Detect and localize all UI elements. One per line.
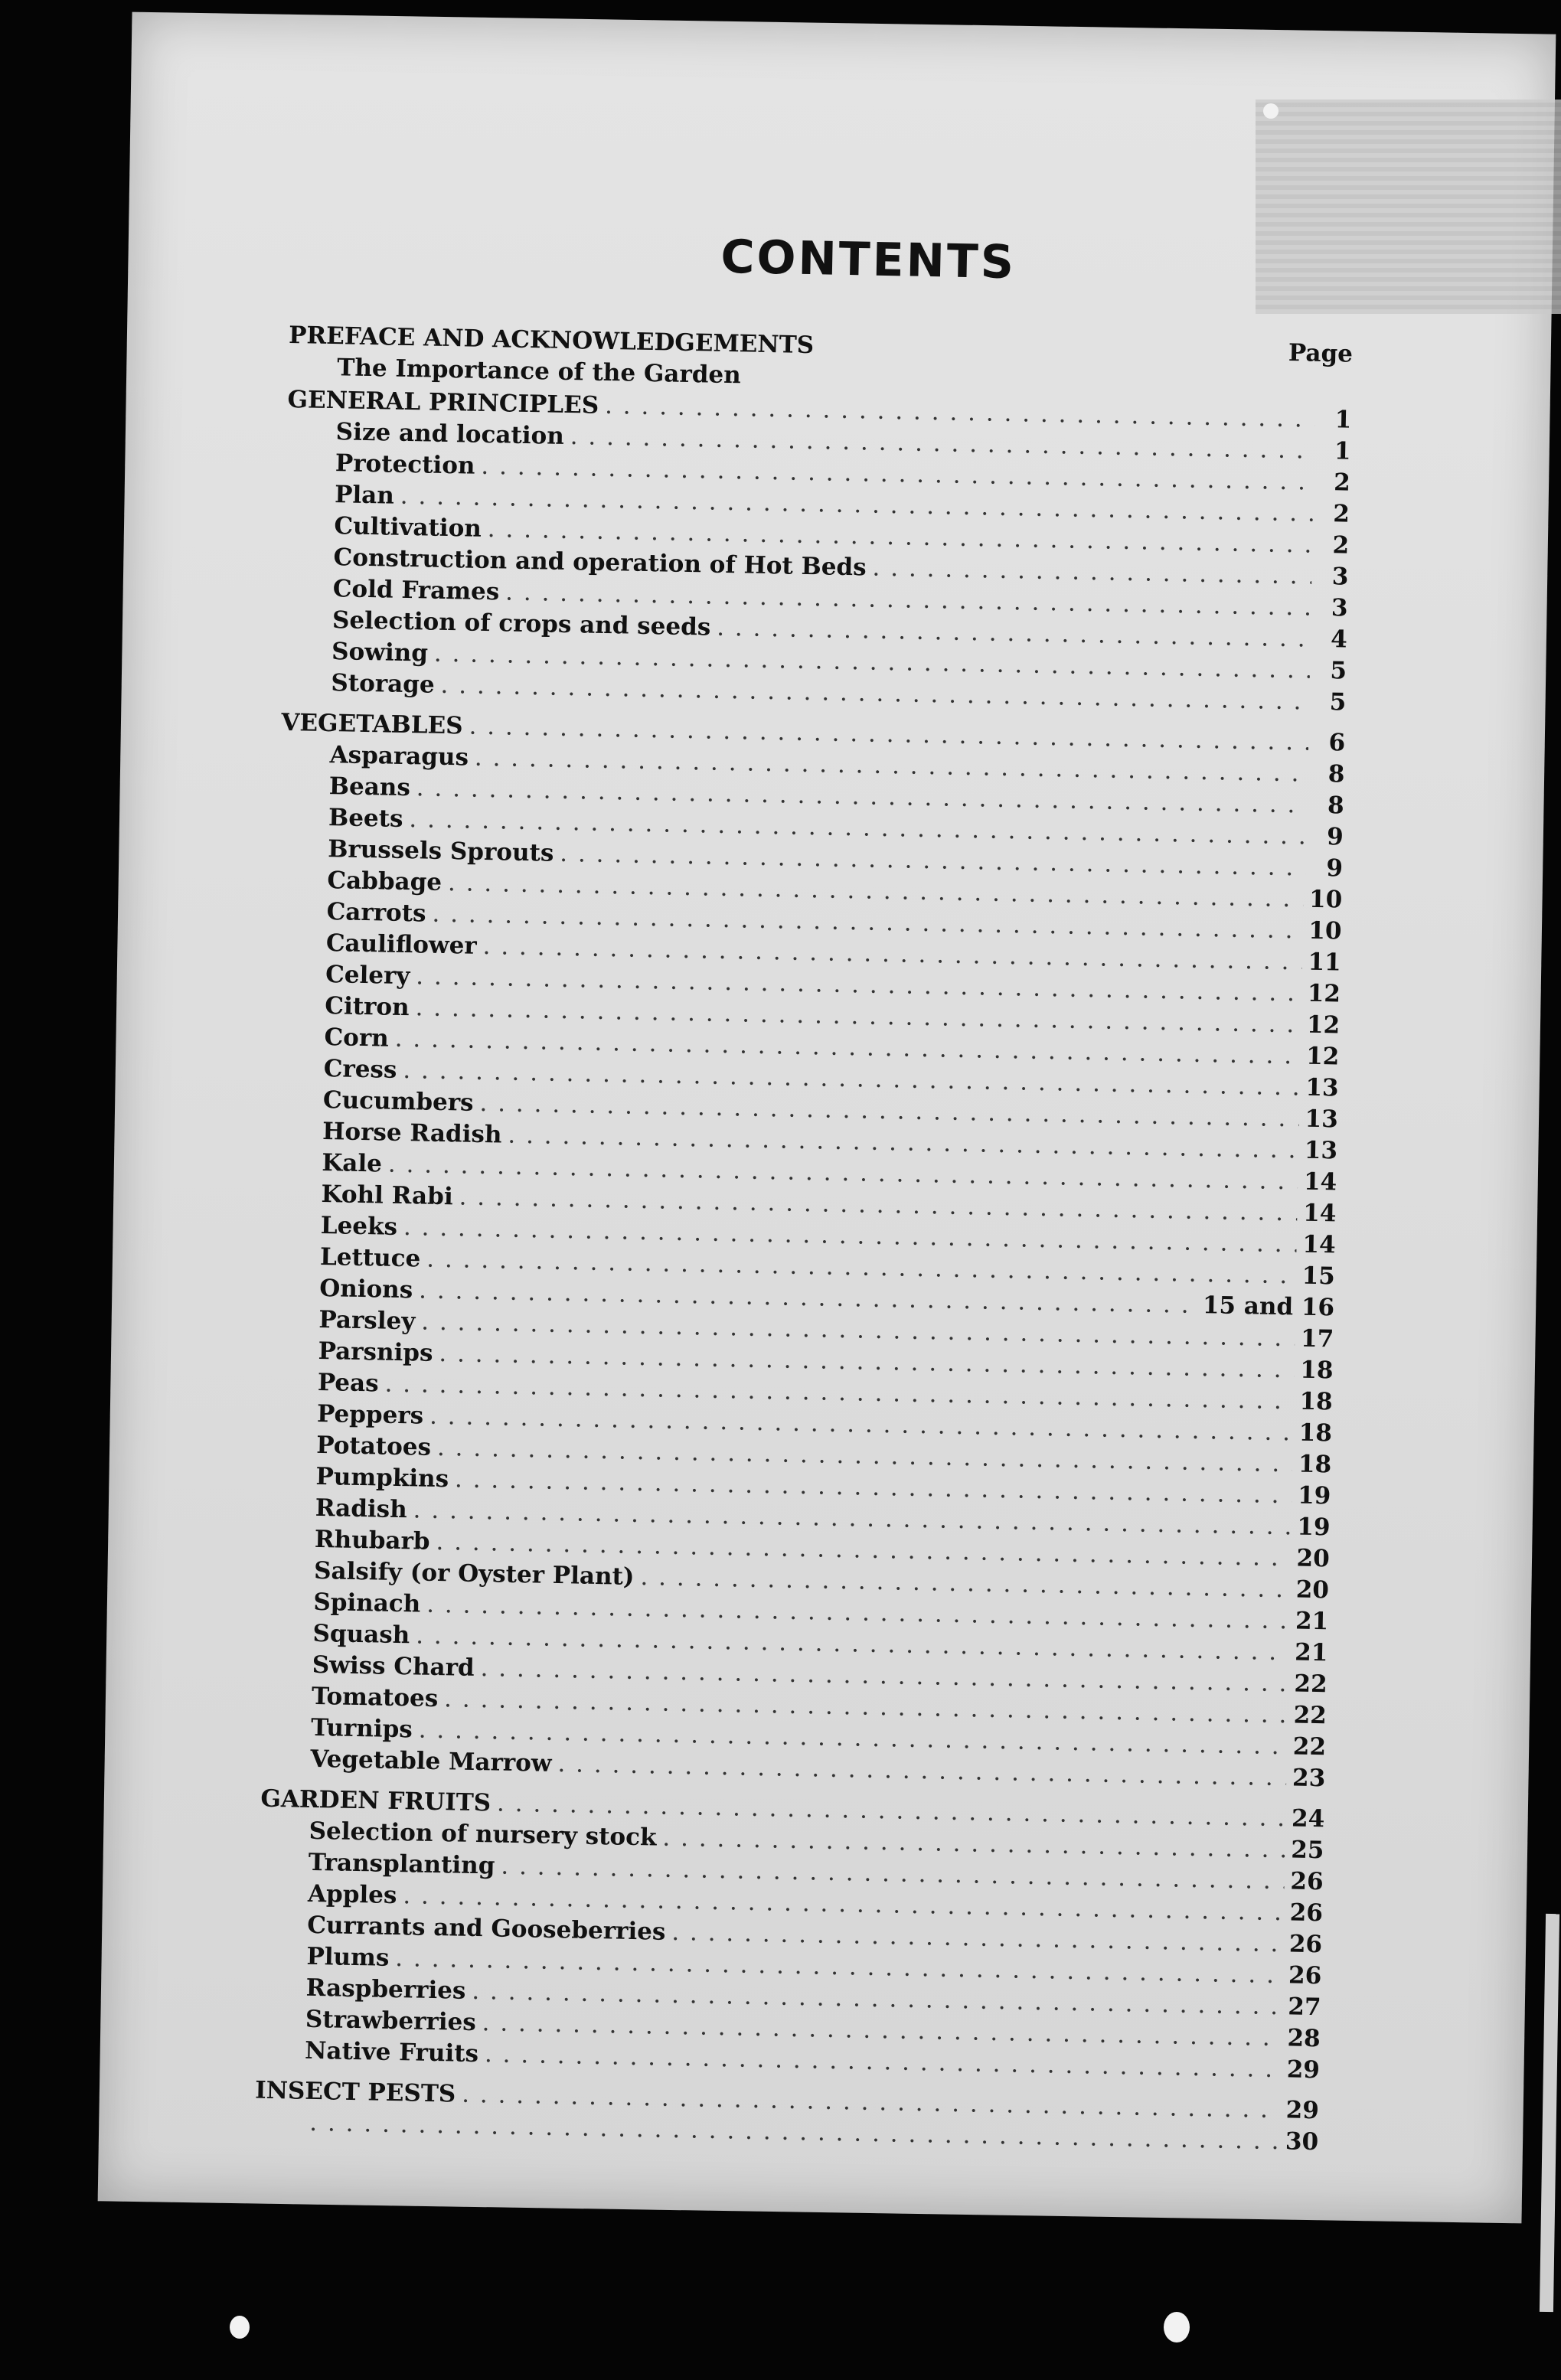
toc-page-number: 13 [1305, 1105, 1339, 1134]
toc-page-number: 18 [1298, 1419, 1333, 1448]
toc-entry-label: Selection of nursery stock [309, 1817, 657, 1852]
toc-page-number: 1 [1334, 406, 1352, 434]
toc-page-number: 22 [1293, 1701, 1328, 1730]
toc-page-number: 15 and 16 [1202, 1291, 1335, 1322]
toc-entry-label: Spinach [313, 1588, 421, 1618]
toc-entry-label: Vegetable Marrow [310, 1745, 552, 1778]
toc-entry-label: Construction and operation of Hot Beds [333, 544, 867, 582]
toc-page-number: 28 [1287, 2024, 1321, 2053]
toc-page-number: 10 [1308, 885, 1343, 914]
toc-entry-label: Swiss Chard [312, 1650, 475, 1682]
toc-entry-label: Brussels Sprouts [327, 835, 554, 867]
page-title: CONTENTS [720, 230, 1017, 290]
toc-entry-label: INSECT PESTS [254, 2076, 456, 2108]
toc-page-number: 30 [1285, 2127, 1319, 2156]
toc-entry-label: Squash [312, 1619, 410, 1650]
toc-page-number: 6 [1328, 729, 1346, 757]
toc-entry-label: Corn [324, 1023, 390, 1053]
toc-page-number: 9 [1326, 823, 1344, 851]
toc-entry-label: Cabbage [327, 867, 443, 896]
toc-entry-label: Leeks [320, 1211, 398, 1241]
toc-entry-label: Native Fruits [304, 2036, 479, 2068]
toc-page-number: 1 [1334, 437, 1351, 465]
toc-entry-label: Plan [334, 481, 395, 510]
toc-entry-label: Raspberries [305, 1974, 466, 2005]
toc-entry-label: Storage [331, 669, 435, 699]
toc-page-number: 25 [1290, 1836, 1324, 1865]
toc-page-number: 14 [1303, 1167, 1337, 1197]
toc-entry-label: Carrots [326, 898, 426, 928]
toc-entry-label: Cold Frames [332, 575, 500, 606]
toc-entry-label: Radish [315, 1494, 408, 1524]
toc-page-number: 26 [1290, 1867, 1324, 1896]
toc-page-number: 21 [1294, 1638, 1328, 1667]
toc-page-number: 18 [1298, 1450, 1332, 1479]
toc-page-number [1321, 394, 1352, 395]
toc-entry-label: Peppers [316, 1399, 424, 1430]
toc-entry-label: Horse Radish [322, 1118, 502, 1149]
toc-page-number: 23 [1292, 1764, 1326, 1793]
toc-entry-label: Plums [306, 1942, 390, 1972]
toc-page-number: 20 [1295, 1575, 1330, 1605]
toc-entry-label: Kohl Rabi [321, 1180, 454, 1211]
toc-entry-label: Size and location [335, 418, 565, 450]
toc-page-number: 22 [1292, 1732, 1327, 1761]
toc-page-number: 22 [1294, 1670, 1328, 1699]
toc-entry-label: Cauliflower [325, 929, 478, 960]
toc-entry-label: Beans [328, 772, 411, 802]
toc-page-number: 29 [1286, 2055, 1321, 2085]
toc-page-number: 15 [1301, 1262, 1336, 1291]
toc-page-number: 12 [1307, 979, 1341, 1008]
toc-page-number: 18 [1299, 1356, 1334, 1385]
toc-entry-label: Cucumbers [322, 1086, 474, 1117]
toc-entry-label: Parsnips [318, 1337, 433, 1367]
next-page-edge [1540, 1914, 1559, 2312]
toc-page-number: 20 [1296, 1544, 1331, 1573]
toc-entry-label: Salsify (or Oyster Plant) [313, 1556, 635, 1591]
toc-entry-label: Kale [322, 1149, 383, 1178]
toc-entry-label: Transplanting [308, 1848, 495, 1880]
toc-page-number: 26 [1288, 1930, 1323, 1959]
toc-page-number: 29 [1285, 2096, 1320, 2125]
toc-entry-label: Beets [328, 804, 403, 833]
page-column-header: Page [1288, 339, 1354, 368]
toc-entry-label: GENERAL PRINCIPLES [287, 385, 599, 420]
toc-entry-label: Asparagus [329, 741, 469, 772]
toc-page-number: 24 [1291, 1804, 1325, 1833]
toc-page-number: 8 [1328, 760, 1345, 788]
toc-page-number: 13 [1305, 1073, 1339, 1102]
toc-entry-label: Parsley [318, 1305, 416, 1336]
toc-entry-label: Tomatoes [311, 1682, 439, 1713]
toc-page-number: 5 [1330, 657, 1347, 685]
toc-page-number: 3 [1331, 563, 1349, 591]
toc-page-number: 5 [1329, 688, 1347, 717]
toc-page-number: 21 [1295, 1607, 1329, 1636]
toc-page-number: 11 [1308, 948, 1342, 977]
toc-page-number: 10 [1308, 916, 1342, 945]
toc-entry-label: The Importance of the Garden [337, 354, 742, 390]
toc-entry-label: Lettuce [319, 1242, 421, 1273]
toc-page-number: 18 [1299, 1387, 1334, 1416]
toc-page-number: 3 [1331, 594, 1348, 622]
toc-entry-label: Citron [325, 992, 410, 1022]
toc-entry-list [254, 320, 1353, 2158]
toc-entry-label: Onions [318, 1274, 413, 1304]
toc-page-number: 2 [1332, 531, 1350, 560]
toc-entry-label: Pumpkins [315, 1462, 449, 1494]
toc-page-number: 14 [1302, 1199, 1337, 1228]
toc-entry-label: Protection [335, 449, 475, 480]
toc-entry-label: Currants and Gooseberries [306, 1911, 666, 1946]
toc-entry-label: PREFACE AND ACKNOWLEDGEMENTS [288, 321, 815, 360]
toc-entry-label: GARDEN FRUITS [260, 1784, 491, 1817]
toc-page-number: 26 [1288, 1961, 1322, 1990]
toc-entry-label: Celery [325, 961, 410, 991]
toc-entry-label: Rhubarb [314, 1525, 430, 1556]
toc-page-number: 12 [1306, 1010, 1341, 1040]
toc-entry-label: Selection of crops and seeds [331, 606, 711, 642]
toc-page-number: 2 [1333, 500, 1350, 528]
toc-page-number: 17 [1300, 1324, 1334, 1353]
toc-page-number: 26 [1289, 1898, 1324, 1928]
toc-entry-label: VEGETABLES [281, 708, 463, 740]
toc-page-number: 12 [1305, 1042, 1340, 1071]
toc-page-number: 8 [1327, 792, 1344, 820]
toc-entry-label: Apples [307, 1879, 397, 1910]
toc-page-number: 13 [1304, 1136, 1338, 1165]
toc-entry-label: Peas [317, 1368, 379, 1398]
toc-entry-label: Turnips [310, 1713, 413, 1744]
toc-page-number: 19 [1297, 1481, 1331, 1510]
toc-entry-label: Cress [323, 1055, 397, 1084]
toc-page-number: 9 [1326, 854, 1344, 883]
toc-entry-label: Potatoes [315, 1431, 432, 1461]
toc-page-number: 14 [1302, 1230, 1336, 1259]
toc-page-number: 19 [1297, 1513, 1331, 1542]
table-of-contents [254, 222, 1355, 2158]
toc-page-number: 2 [1333, 468, 1351, 497]
toc-entry-label: Cultivation [334, 512, 482, 543]
toc-page-number: 27 [1287, 1993, 1321, 2022]
toc-page-number: 4 [1330, 625, 1348, 654]
toc-entry-label: Sowing [331, 638, 429, 668]
toc-entry-label: Strawberries [305, 2005, 477, 2037]
